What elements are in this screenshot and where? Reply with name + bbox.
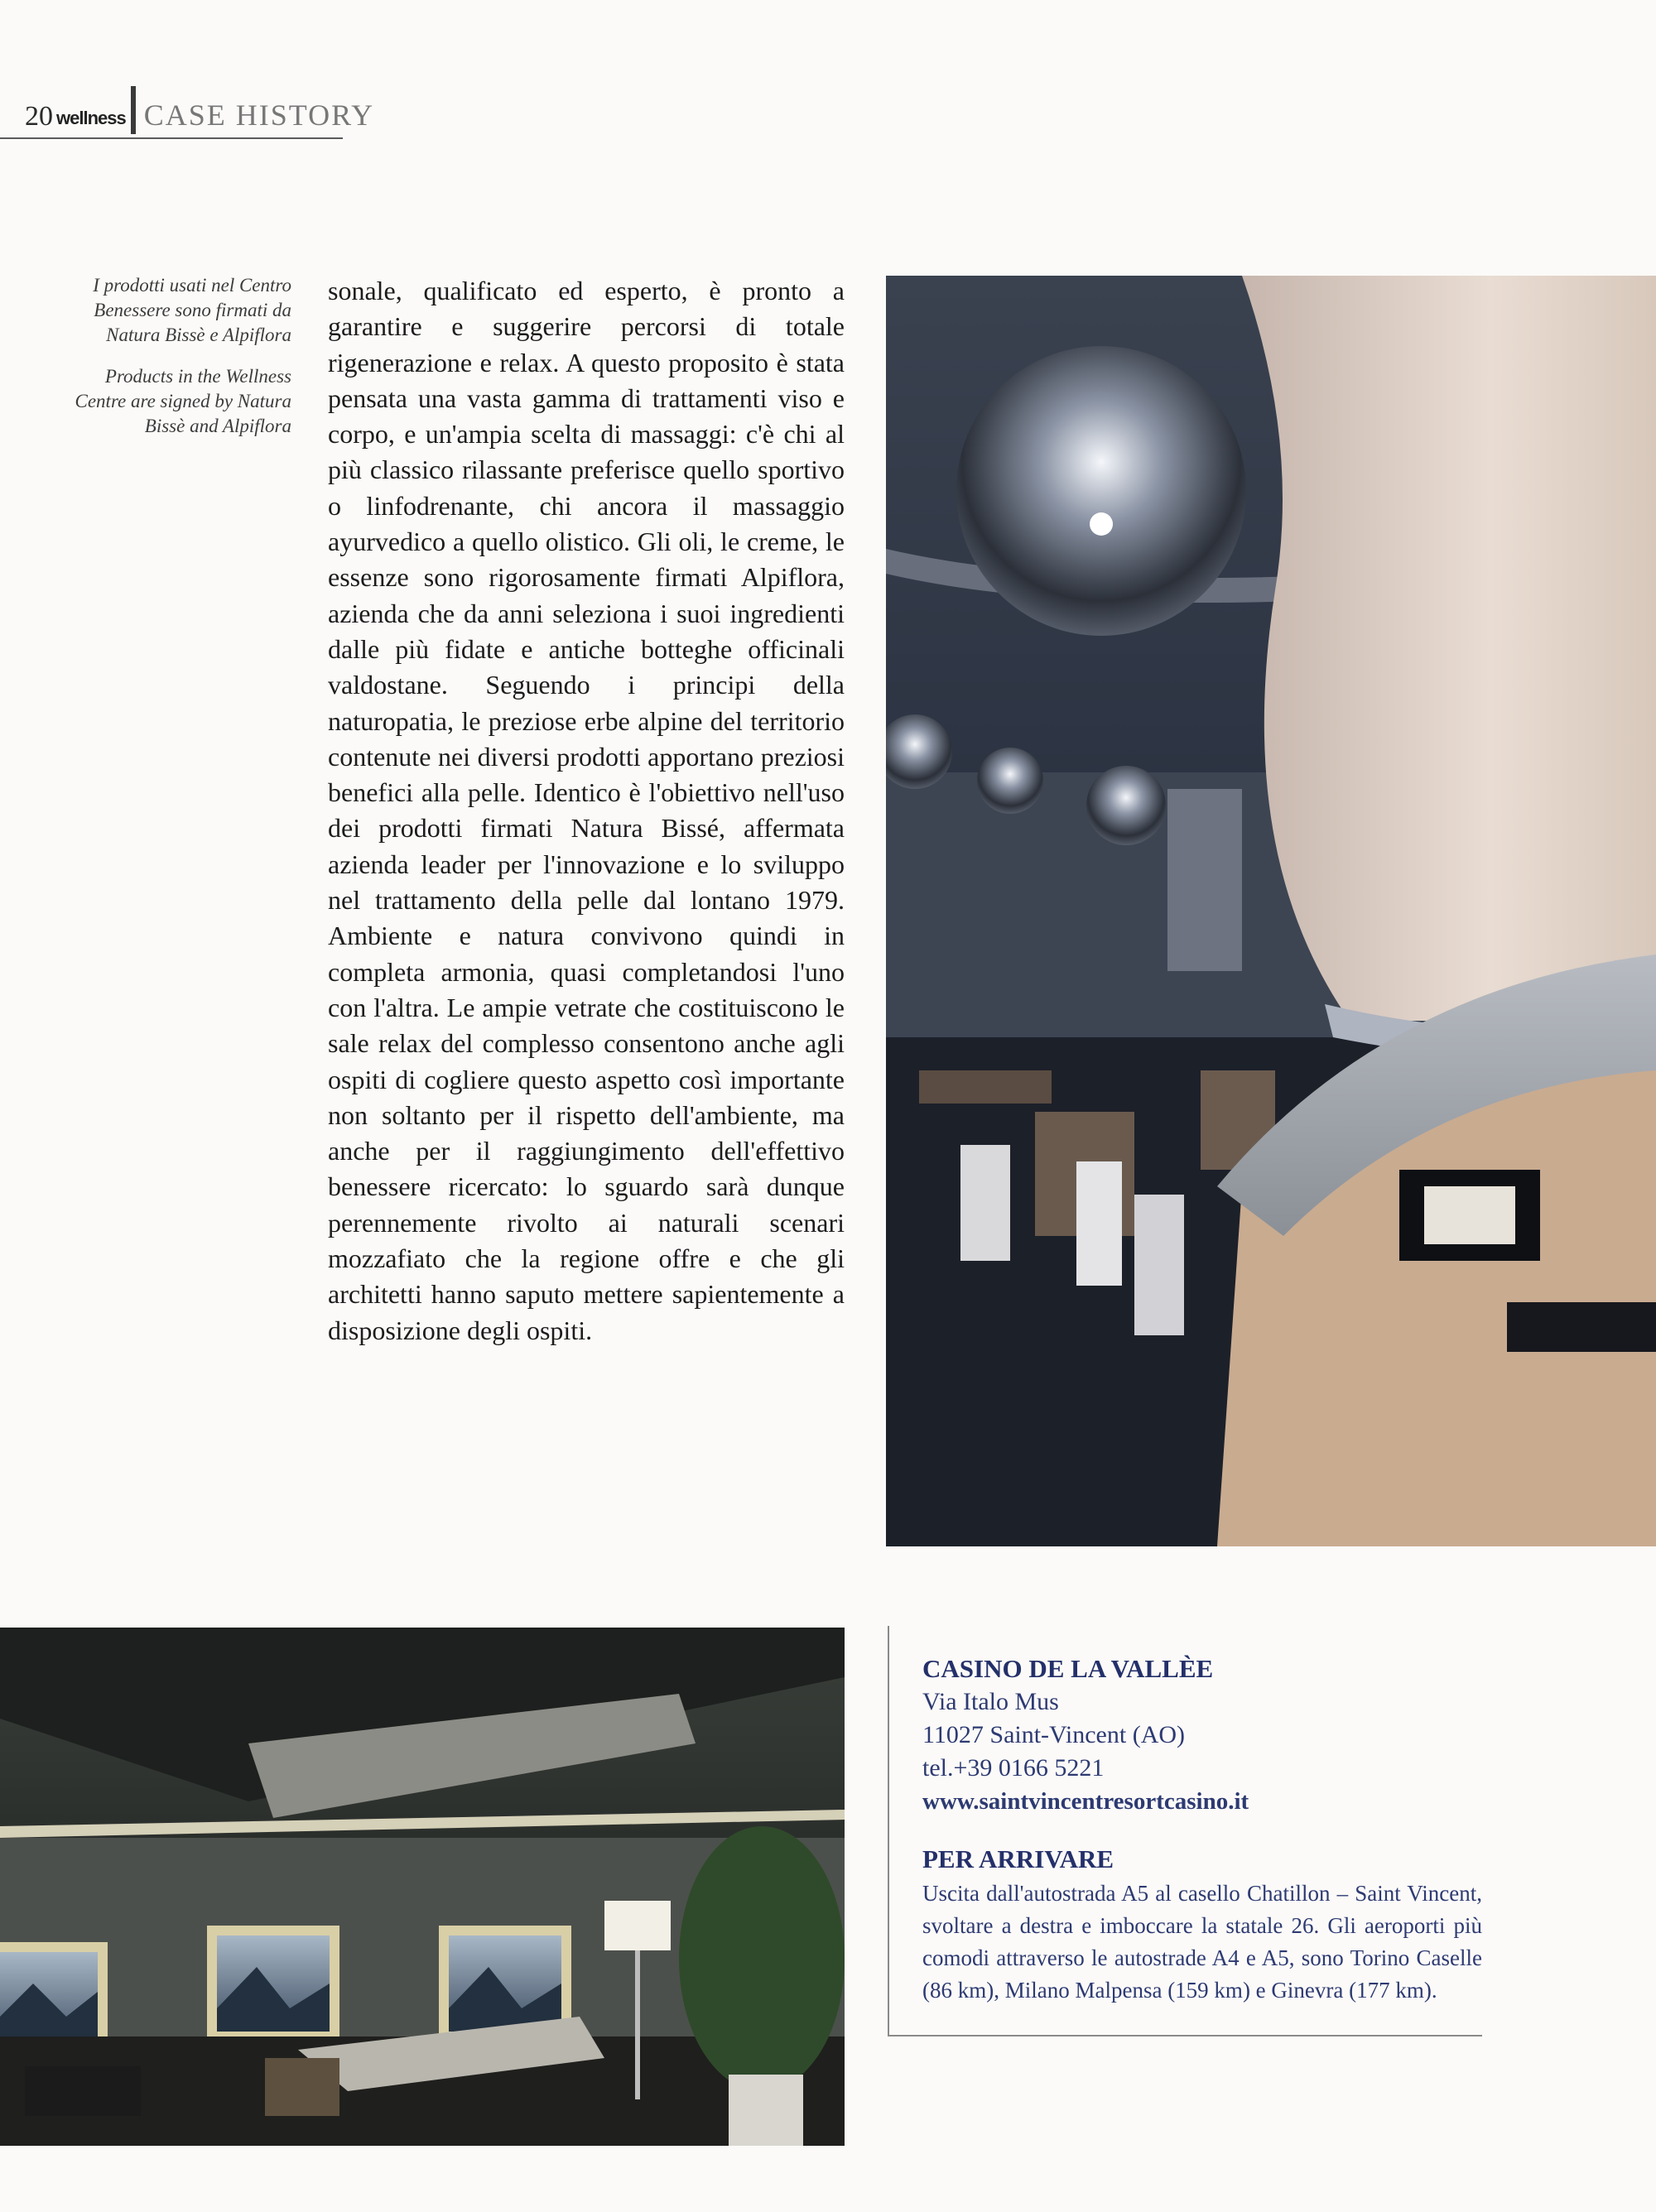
- header-divider: [131, 86, 136, 134]
- venue-city: 11027 Saint-Vincent (AO): [922, 1721, 1186, 1748]
- venue-phone: tel.+39 0166 5221: [922, 1754, 1105, 1782]
- directions-text: Uscita dall'autostrada A5 al casello Chatillon – Saint Vincent, svoltare a destra e imboccare la statale 26. Gli aeroporti più comodi attraverso le autostrade A4 e A5, sono Torino Caselle (86 km), Milano Malpensa (159 km) e Ginevra (177 km).: [922, 1881, 1482, 2003]
- magazine-brand: wellness: [56, 108, 126, 128]
- section-title: CASE HISTORY: [143, 99, 375, 132]
- venue-website-link[interactable]: www.saintvincentresortcasino.it: [922, 1788, 1249, 1815]
- article-body: [328, 273, 845, 1349]
- contact-info-box: [888, 1626, 1482, 2036]
- article-paragraph: sonale, qualificato ed esperto, è pronto a garantire e suggerire percorsi di totale rigenerazione e relax. A questo proposito è stata pensata una vasta gamma di trattamenti viso e corpo, e un'ampia scelta di massaggi: c'è chi al più classico rilassante preferisce quello sportivo o linfodrenante, chi ancora il massaggio ayurvedico a quello olistico. Gli oli, le creme, le essenze sono rigorosamente firmati Alpiflora, azienda che da anni seleziona i suoi ingredienti dalle più fidate e antiche botteghe officinali valdostane. Seguendo i principi della naturopatia, le preziose erbe alpine del territorio contenute nei diversi prodotti apportano preziosi benefici alla pelle. Identico è l'obiettivo nell'uso dei prodotti firmati Natura Bissé, affermata azienda leader per l'innovazione e lo sviluppo nel trattamento della pelle dal lontano 1979. Ambiente e natura convivono quindi in completa armonia, quasi completandosi l'uno con l'altra. Le ampie vetrate che costituiscono le sale relax del complesso consentono anche agli ospiti di cogliere questo aspetto così importante non soltanto per il rispetto dell'ambiente, ma anche per il raggiungimento dell'effettivo benessere ricercato: lo sguardo sarà dunque perennemente rivolto ai naturali scenari mozzafiato che la regione offre e che gli architetti hanno saputo mettere sapientemente a disposizione degli ospiti.: [328, 276, 845, 1345]
- lounge-photo: [0, 1628, 845, 2146]
- caption-italian: I prodotti usati nel Centro Benessere sono firmati da Natura Bissè e Alpiflora: [93, 275, 291, 345]
- header-rule: [0, 137, 343, 139]
- bar-interior-photo: [886, 276, 1656, 1546]
- page-header: [25, 93, 374, 134]
- page-number: 20: [25, 101, 53, 132]
- photo-caption: [50, 273, 291, 455]
- caption-english: Products in the Wellness Centre are signed by Natura Bissè and Alpiflora: [75, 366, 291, 436]
- directions-heading: PER ARRIVARE: [922, 1844, 1114, 1873]
- venue-name: CASINO DE LA VALLÈE: [922, 1654, 1214, 1683]
- venue-address: Via Italo Mus: [922, 1688, 1059, 1715]
